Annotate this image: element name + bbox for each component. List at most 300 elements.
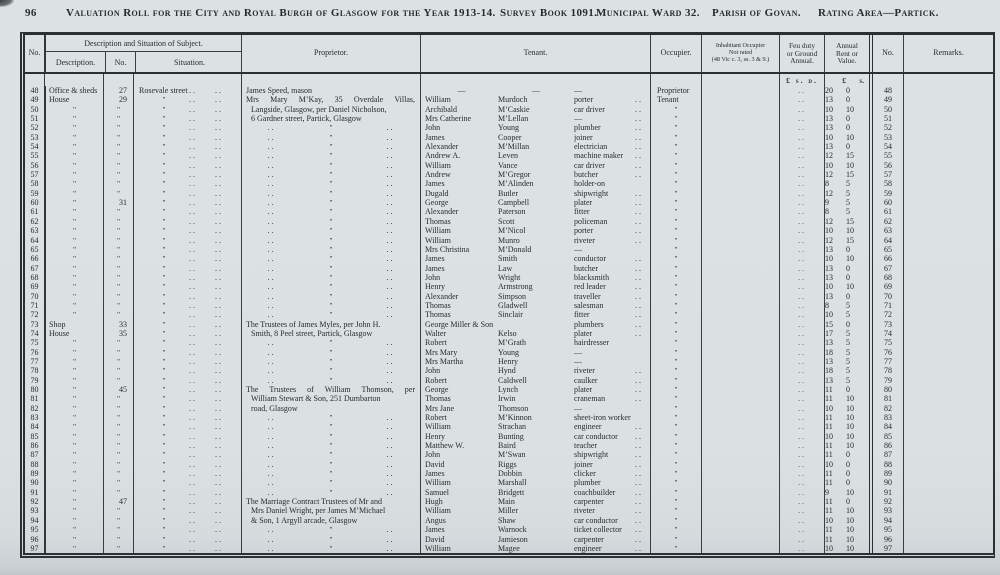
cell-tenant-occupation — [574, 282, 650, 291]
cell-remarks — [903, 348, 993, 357]
leader-dots: .. — [267, 534, 276, 544]
cell-description: " — [44, 301, 103, 310]
cell-remarks — [903, 310, 993, 319]
cell-tenant-surname: Lynch — [498, 385, 518, 394]
cell-entry-no: 51 — [30, 114, 39, 124]
cell-entry-no: 85 — [30, 431, 39, 441]
page-title: Valuation Roll for the City and Royal Burgh of Glasgow for the Year 1913-14. — [66, 7, 496, 19]
leader-dots: .. — [215, 114, 223, 124]
cell-tenant-surname: Armstrong — [498, 282, 533, 292]
cell-proprietor: road, Glasgow — [241, 404, 420, 413]
header-description-group-label: Description and Situation of Subject. — [46, 35, 241, 52]
rent-shillings: 10 — [846, 422, 854, 432]
rent-pounds: 18 — [825, 366, 833, 376]
table-row — [25, 133, 993, 142]
cell-annual-rent — [824, 478, 869, 487]
occupation-text: fitter — [574, 310, 590, 320]
cell-proprietor: William Stewart & Son, 251 Dumbarton — [241, 394, 420, 403]
situation-text: " — [162, 534, 166, 544]
situation-text: " — [162, 114, 166, 124]
cell-feu-duty: .. — [779, 151, 824, 160]
valuation-table — [20, 32, 995, 558]
leader-dots: .. — [189, 534, 197, 544]
cell-situation — [133, 133, 241, 142]
cell-proprietor — [241, 478, 420, 487]
occupation-text: carpenter — [574, 534, 604, 544]
cell-description: " — [44, 516, 103, 525]
cell-situation — [133, 207, 241, 216]
cell-remarks — [903, 422, 993, 431]
leader-dots: .. — [215, 431, 223, 441]
cell-occupier: " — [650, 217, 701, 226]
cell-entry-no: 68 — [30, 272, 39, 282]
cell-description: " — [44, 478, 103, 487]
leader-dots: .. — [635, 291, 643, 301]
ditto-mark: " — [329, 366, 333, 376]
rent-pounds: 10 — [825, 403, 833, 413]
leader-dots: .. — [635, 170, 643, 180]
ditto-mark: " — [329, 160, 333, 170]
cell-occupier: " — [650, 292, 701, 301]
situation-text: " — [162, 366, 166, 376]
rent-shillings: 10 — [846, 534, 854, 544]
cell-inhabitant-occupier — [701, 161, 779, 170]
cell-feu-duty: .. — [779, 161, 824, 170]
leader-dots: .. — [189, 226, 197, 236]
cell-tenant-surname: Dobbin — [498, 469, 522, 479]
cell-situation — [133, 460, 241, 469]
table-row — [25, 198, 993, 207]
cell-remarks — [903, 525, 993, 534]
situation-text: " — [162, 272, 166, 282]
cell-annual-rent — [824, 179, 869, 188]
cell-situation — [133, 301, 241, 310]
leader-dots: .. — [386, 478, 395, 488]
rent-pounds: 13 — [825, 272, 833, 282]
cell-entry-no-right: 90 — [869, 478, 903, 487]
cell-tenant-surname: Bridgett — [498, 487, 525, 497]
rent-pounds: 11 — [825, 497, 833, 507]
cell-situation — [133, 189, 241, 198]
table-row — [25, 394, 993, 403]
cell-tenant-surname: Smith — [498, 254, 518, 264]
cell-entry-no: 97 — [30, 543, 39, 553]
cell-remarks — [903, 161, 993, 170]
leader-dots: .. — [189, 263, 197, 273]
cell-feu-duty: .. — [779, 207, 824, 216]
rent-pounds: 11 — [825, 525, 833, 535]
cell-situation — [133, 123, 241, 132]
cell-occupier: " — [650, 506, 701, 515]
cell-inhabitant-occupier — [701, 170, 779, 179]
cell-feu-duty: .. — [779, 189, 824, 198]
cell-remarks — [903, 189, 993, 198]
rent-pounds: 9 — [825, 487, 829, 497]
cell-feu-duty: .. — [779, 544, 824, 553]
rent-shillings: 0 — [846, 142, 850, 152]
cell-entry-no-right: 64 — [869, 236, 903, 245]
situation-text: " — [162, 235, 166, 245]
cell-tenant-surname: Main — [498, 497, 515, 507]
cell-inhabitant-occupier — [701, 105, 779, 114]
situation-text: " — [162, 356, 166, 366]
leader-dots: .. — [215, 422, 223, 432]
table-row — [25, 413, 993, 422]
cell-annual-rent — [824, 329, 869, 338]
cell-tenant-forename: John — [420, 366, 498, 375]
situation-text: " — [162, 300, 166, 310]
cell-situation — [133, 469, 241, 478]
situation-text: " — [162, 207, 166, 217]
leader-dots: .. — [267, 413, 276, 423]
rent-shillings: 10 — [846, 441, 854, 451]
leader-dots: .. — [267, 478, 276, 488]
cell-occupier: " — [650, 254, 701, 263]
cell-tenant-occupation — [574, 460, 650, 469]
cell-description: " — [44, 142, 103, 151]
cell-inhabitant-occupier — [701, 151, 779, 160]
ditto-mark: " — [329, 170, 333, 180]
ditto-mark: " — [329, 282, 333, 292]
occupation-text: car driver — [574, 104, 605, 114]
leader-dots: .. — [189, 459, 197, 469]
cell-situation — [133, 329, 241, 338]
cell-street-no: " — [103, 301, 133, 310]
cell-entry-no: 91 — [30, 487, 39, 497]
cell-inhabitant-occupier — [701, 469, 779, 478]
leader-dots: .. — [635, 506, 643, 516]
rent-shillings: 10 — [846, 254, 854, 264]
leader-dots: .. — [189, 282, 197, 292]
cell-annual-rent — [824, 189, 869, 198]
leader-dots: .. — [635, 394, 643, 404]
leader-dots: .. — [215, 132, 223, 142]
cell-remarks — [903, 179, 993, 188]
cell-annual-rent — [824, 432, 869, 441]
cell-tenant-surname: Jamieson — [498, 534, 528, 544]
leader-dots: .. — [635, 515, 643, 525]
leader-dots: .. — [215, 300, 223, 310]
cell-entry-no: 62 — [30, 216, 39, 226]
cell-entry-no: 84 — [30, 422, 39, 432]
cell-entry-no-right: 78 — [869, 366, 903, 375]
cell-tenant-occupation — [574, 497, 650, 506]
leader-dots: .. — [215, 543, 223, 553]
cell-entry-no-right: 55 — [869, 151, 903, 160]
table-row — [25, 114, 993, 123]
cell-tenant-occupation — [574, 292, 650, 301]
cell-tenant-surname: M’Grath — [498, 338, 526, 348]
rent-shillings: 0 — [846, 478, 850, 488]
cell-street-no: " — [103, 394, 133, 403]
occupation-text: policeman — [574, 216, 608, 226]
ditto-mark: " — [329, 272, 333, 282]
rent-pounds: 11 — [825, 534, 833, 544]
occupation-text: plumber — [574, 478, 601, 488]
cell-street-no: " — [103, 170, 133, 179]
cell-feu-duty: .. — [779, 460, 824, 469]
ditto-mark: " — [329, 375, 333, 385]
cell-street-no: " — [103, 133, 133, 142]
cell-tenant-forename: Robert — [420, 376, 498, 385]
rent-shillings: 0 — [846, 319, 850, 329]
leader-dots: .. — [267, 441, 276, 451]
leader-dots: .. — [267, 179, 276, 189]
cell-annual-rent — [824, 413, 869, 422]
cell-inhabitant-occupier — [701, 357, 779, 366]
cell-situation — [133, 161, 241, 170]
table-row — [25, 301, 993, 310]
rent-pounds: 11 — [825, 506, 833, 516]
cell-proprietor — [241, 432, 420, 441]
situation-text: " — [162, 515, 166, 525]
leader-dots: .. — [267, 450, 276, 460]
cell-occupier: " — [650, 394, 701, 403]
ditto-mark: " — [329, 235, 333, 245]
cell-entry-no-right: 51 — [869, 114, 903, 123]
cell-street-no: " — [103, 469, 133, 478]
cell-entry-no-right: 94 — [869, 516, 903, 525]
leader-dots: .. — [635, 123, 643, 133]
rent-pounds: 13 — [825, 291, 833, 301]
rent-pounds: 13 — [825, 95, 833, 105]
cell-remarks — [903, 432, 993, 441]
ditto-mark: " — [329, 291, 333, 301]
cell-tenant-forename: John — [420, 123, 498, 132]
cell-entry-no: 60 — [30, 198, 39, 208]
cell-entry-no: 72 — [30, 310, 39, 320]
cell-proprietor — [241, 198, 420, 207]
rent-shillings: 0 — [846, 95, 850, 105]
leader-dots: .. — [635, 198, 643, 208]
cell-entry-no: 69 — [30, 282, 39, 292]
leader-dots: .. — [189, 422, 197, 432]
cell-tenant-surname: Thomson — [498, 403, 529, 413]
table-row — [25, 450, 993, 459]
leader-dots: .. — [386, 235, 395, 245]
municipal-ward-label: Municipal Ward 32. — [596, 7, 700, 19]
header-description-group — [44, 35, 241, 72]
occupation-text: car driver — [574, 160, 605, 170]
cell-tenant-occupation — [574, 525, 650, 534]
cell-feu-duty: .. — [779, 236, 824, 245]
header-inhabitant-occupier: Inhabitant Occupier Not rated (48 Vic c. 3, ss. 3 & 9.) — [701, 35, 779, 72]
cell-street-no: " — [103, 535, 133, 544]
cell-street-no: " — [103, 516, 133, 525]
cell-tenant-surname: Kelso — [498, 328, 517, 338]
cell-annual-rent — [824, 86, 869, 95]
occupation-text: joiner — [574, 459, 593, 469]
cell-tenant-forename: William — [420, 422, 498, 431]
cell-tenant-forename: Mrs Martha — [420, 357, 498, 366]
cell-entry-no-right: 81 — [869, 394, 903, 403]
cell-tenant-occupation — [574, 301, 650, 310]
cell-street-no: " — [103, 207, 133, 216]
table-row — [25, 320, 993, 329]
header-feu-duty: Feu duty or Ground Annual. — [779, 35, 824, 72]
cell-situation — [133, 179, 241, 188]
rent-shillings: 10 — [846, 515, 854, 525]
cell-remarks — [903, 404, 993, 413]
cell-tenant-forename: Mrs Christina — [420, 245, 498, 254]
cell-feu-duty: .. — [779, 142, 824, 151]
cell-tenant-occupation — [574, 95, 650, 104]
leader-dots: .. — [635, 160, 643, 170]
cell-entry-no-right: 48 — [869, 86, 903, 95]
cell-annual-rent — [824, 226, 869, 235]
cell-inhabitant-occupier — [701, 338, 779, 347]
cell-street-no: 33 — [103, 320, 133, 329]
cell-situation — [133, 282, 241, 291]
cell-entry-no-right: 91 — [869, 488, 903, 497]
cell-inhabitant-occupier — [701, 86, 779, 95]
table-row — [25, 488, 993, 497]
cell-proprietor — [241, 273, 420, 282]
cell-remarks — [903, 301, 993, 310]
cell-occupier: " — [650, 450, 701, 459]
situation-text: " — [162, 104, 166, 114]
ditto-mark: " — [329, 198, 333, 208]
leader-dots: .. — [635, 328, 643, 338]
cell-entry-no: 70 — [30, 291, 39, 301]
cell-remarks — [903, 105, 993, 114]
cell-occupier: " — [650, 179, 701, 188]
leader-dots: .. — [386, 226, 395, 236]
cell-inhabitant-occupier — [701, 245, 779, 254]
cell-remarks — [903, 441, 993, 450]
cell-feu-duty: .. — [779, 329, 824, 338]
leader-dots: .. — [267, 132, 276, 142]
cell-situation — [133, 236, 241, 245]
cell-annual-rent — [824, 310, 869, 319]
cell-street-no: " — [103, 105, 133, 114]
leader-dots: .. — [215, 506, 223, 516]
ditto-mark: " — [329, 263, 333, 273]
cell-occupier: " — [650, 432, 701, 441]
ditto-mark: " — [329, 450, 333, 460]
cell-tenant-forename: Mrs Jane — [420, 404, 498, 413]
ditto-mark: " — [329, 310, 333, 320]
cell-tenant-forename: John — [420, 450, 498, 459]
cell-entry-no: 58 — [30, 179, 39, 189]
cell-tenant-forename: Thomas — [420, 217, 498, 226]
ditto-mark: " — [329, 469, 333, 479]
leader-dots: .. — [386, 347, 395, 357]
cell-tenant-occupation — [574, 441, 650, 450]
cell-proprietor — [241, 525, 420, 534]
situation-text: " — [162, 450, 166, 460]
cell-entry-no: 90 — [30, 478, 39, 488]
cell-inhabitant-occupier — [701, 506, 779, 515]
cell-entry-no: 67 — [30, 263, 39, 273]
table-row — [25, 86, 993, 95]
cell-feu-duty: .. — [779, 385, 824, 394]
cell-street-no: 27 — [103, 86, 133, 95]
cell-tenant-forename: William — [420, 544, 498, 553]
cell-tenant-forename: Alexander — [420, 142, 498, 151]
situation-text: " — [162, 525, 166, 535]
cell-entry-no-right: 68 — [869, 273, 903, 282]
leader-dots: .. — [189, 497, 197, 507]
cell-tenant-surname: M’Nicol — [498, 226, 526, 236]
cell-inhabitant-occupier — [701, 133, 779, 142]
cell-feu-duty: .. — [779, 86, 824, 95]
cell-tenant-surname: Baird — [498, 441, 516, 451]
leader-dots: .. — [386, 160, 395, 170]
ditto-mark: " — [329, 338, 333, 348]
situation-text: " — [162, 441, 166, 451]
occupation-text: porter — [574, 226, 594, 236]
leader-dots: .. — [635, 375, 643, 385]
cell-entry-no: 52 — [30, 123, 39, 133]
ditto-mark: " — [329, 207, 333, 217]
cell-description: " — [44, 348, 103, 357]
leader-dots: .. — [386, 198, 395, 208]
cell-occupier: " — [650, 170, 701, 179]
table-row — [25, 366, 993, 375]
cell-proprietor — [241, 450, 420, 459]
cell-remarks — [903, 207, 993, 216]
cell-description: " — [44, 179, 103, 188]
occupation-text: riveter — [574, 506, 595, 516]
cell-entry-no-right: 83 — [869, 413, 903, 422]
rent-shillings: 0 — [846, 469, 850, 479]
rent-shillings: 15 — [846, 151, 854, 161]
cell-tenant-occupation — [574, 478, 650, 487]
cell-tenant-forename: Thomas — [420, 310, 498, 319]
cell-street-no: " — [103, 123, 133, 132]
cell-street-no: " — [103, 432, 133, 441]
cell-remarks — [903, 338, 993, 347]
cell-entry-no: 54 — [30, 142, 39, 152]
table-row — [25, 357, 993, 366]
cell-tenant-occupation — [574, 114, 650, 123]
cell-description: " — [44, 114, 103, 123]
cell-occupier: " — [650, 497, 701, 506]
cell-occupier: " — [650, 469, 701, 478]
cell-description: " — [44, 525, 103, 534]
cell-remarks — [903, 488, 993, 497]
cell-description: House — [44, 329, 103, 338]
cell-occupier: " — [650, 478, 701, 487]
cell-entry-no-right: 60 — [869, 198, 903, 207]
leader-dots: .. — [215, 198, 223, 208]
cell-street-no: " — [103, 161, 133, 170]
cell-occupier: " — [650, 338, 701, 347]
cell-annual-rent — [824, 422, 869, 431]
cell-street-no: " — [103, 151, 133, 160]
cell-situation — [133, 114, 241, 123]
cell-annual-rent — [824, 385, 869, 394]
leader-dots: .. — [215, 151, 223, 161]
cell-description: " — [44, 151, 103, 160]
rent-pounds: 11 — [825, 478, 833, 488]
leader-dots: .. — [215, 95, 223, 105]
cell-description: " — [44, 226, 103, 235]
cell-remarks — [903, 394, 993, 403]
cell-situation — [133, 478, 241, 487]
table-row — [25, 179, 993, 188]
cell-proprietor — [241, 264, 420, 273]
table-row — [25, 329, 993, 338]
cell-tenant-surname: M’Swan — [498, 450, 526, 460]
rent-pounds: 8 — [825, 207, 829, 217]
cell-occupier: " — [650, 460, 701, 469]
cell-remarks — [903, 114, 993, 123]
cell-description: " — [44, 198, 103, 207]
cell-street-no: " — [103, 460, 133, 469]
cell-inhabitant-occupier — [701, 264, 779, 273]
